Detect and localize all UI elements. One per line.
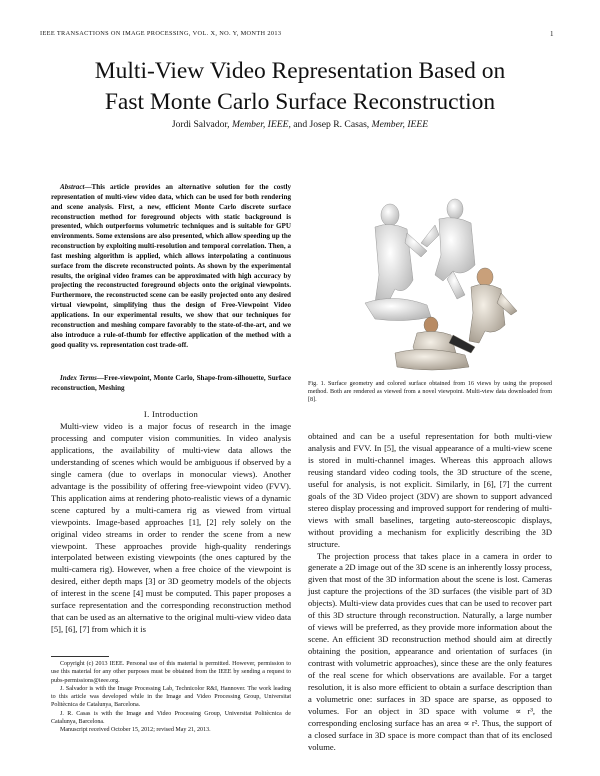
intro-paragraph-1: Multi-view video is a major focus of research in the image processing and computer vision communities. In video analysis applications, the availability of multi-view data allows the understanding of scenes which would be ambiguous if observed by a single camera (due to overlaps in monocular views). Another advantage is the possibility of offering free-viewpoint video (FVV). This application aims at rendering photo-realistic views of a dynamic scene captured by a multi-camera rig as viewed from virtual viewpoints. Image-based approaches [1], [2] rely solely on the original video streams in order to render the scene from a new viewpoint. These approaches provide high-quality renderings interpolated between existing viewpoints (the ones captured by the multi-camera rig). However, when a free choice of the viewpoint is desired, either depth maps [3] or 3D geometry models of the objects of interest in the scene [4] must be computed. This paper proposes a surface representation and the corresponding reconstruction method that can be used as an alternative to the original multi-view video data [5], [6], [7] from which it is — [51, 421, 291, 635]
paper-title — [40, 56, 560, 118]
intro-left-column — [51, 421, 291, 636]
title-line-1: Multi-View Video Representation Based on — [94, 58, 506, 84]
footnote-author-1: J. Salvador is with the Image Processing Lab, Technicolor R&I, Hannover. The work leading to this article was developed while in the Image and Video Processing Group, Universitat Politècnica de Catalunya, Barcelona. — [51, 685, 291, 709]
index-terms-lead: Index Terms — [60, 374, 97, 382]
footnote-copyright: Copyright (c) 2013 IEEE. Personal use of this material is permitted. However, permission to use this material for any other purposes must be obtained from the IEEE by sending a request to pubs-permissions@ieee.org. — [51, 661, 291, 684]
section-heading: I. Introduction — [143, 409, 199, 419]
figure-1-caption: Fig. 1. Surface geometry and colored surface obtained from 16 views by using the proposed method. Both are rendered as viewed from a novel viewpoint. Multi-view data downloaded from [8]. — [308, 381, 552, 404]
footnotes — [51, 660, 291, 734]
intro-paragraph-3: The projection process that takes place in a camera in order to generate a 2D image out of the 3D scene is an inherently lossy process, given that most of the 3D information about the scene is lost. Cameras just capture the projections of the 3D surfaces (the visible part of 3D objects). Multi-view data provides cues that can be used to recover part of this 3D structure through reconstruction. Naturally, a large number of views will be preferred, as they provide more information about the scene. An efficient 3D reconstruction method should aim at directly obtaining the position, appearance and orientation of surfaces (in contrast with volumetric approaches), since these are the only features of the real scene for which observations are available. For a target resolution, it is also more efficient to obtain a surface description than a volumetric one: surfaces in 3D space are sparse, as opposed to volumes. For an object in 3D space with volume ∝ r³, the corresponding enclosing surface has an area ∝ r². Thus, the support of a closed surface in 3D space is more compact than that of its enclosed volume. — [308, 550, 552, 752]
abstract-text: —This article provides an alternative solution for the costly representation of multi-view video data, which can be used for both rendering and scene analysis. First, a new, efficient Monte Carlo discrete surface reconstruction method for foreground objects with static background is presented, which outperforms volumetric techniques and is suitable for GPU environments. Some extensions are also presented, which allow speeding up the reconstruction by exploiting multi-resolution and temporal correlation. Then, a fast meshing algorithm is applied, which allows interpolating a continuous surface from the discrete reconstructed points. As shown by the experimental results, the original video frames can be approximated with high accuracy by projecting the reconstructed foreground objects onto the original viewpoints. Furthermore, the reconstructed scene can be easily projected onto any desired virtual viewpoint, simplifying thus the design of Free-Viewpoint Video applications. In our experimental results, we show that our techniques for reconstruction and meshing compare favorably to the state-of-the-art, and we also introduce a rule-of-thumb for effective application of the method with a good quality vs. representation cost trade-off. — [51, 183, 291, 349]
running-header: IEEE TRANSACTIONS ON IMAGE PROCESSING, VOL. X, NO. Y, MONTH 2013 — [40, 30, 282, 37]
author-2-name: and Josep R. Casas, — [293, 119, 370, 130]
footnote-rule — [51, 656, 109, 657]
abstract-lead: Abstract — [60, 183, 85, 191]
geometry-figures — [365, 199, 475, 321]
figure-1-image — [335, 185, 535, 375]
intro-paragraph-2: obtained and can be a useful representation for both multi-view analysis and FVV. In [5], the visual appearance of a multi-view scene is stored in multi-channel images. Whereas this approach allows reusing standard video coding tools, the 3D structure of the scene, useful for analysis, is not explicit. Similarly, in [6], [7] the current goals of the 3D Video project (3DV) are shown to support advanced stereo display processing and improved support for rendering of multi-views with small baselines, targeting auto-stereoscopic displays, without providing a mechanism for explicitly describing the 3D structure. — [308, 431, 552, 549]
index-terms — [51, 374, 291, 394]
author-1-name: Jordi Salvador, — [171, 119, 230, 130]
author-2-role: Member, IEEE — [371, 119, 429, 130]
intro-right-column — [308, 431, 552, 754]
abstract — [51, 183, 291, 350]
author-1-role: Member, IEEE, — [231, 119, 291, 130]
page-number: 1 — [550, 30, 554, 38]
title-line-2: Fast Monte Carlo Surface Reconstruction — [104, 89, 496, 115]
footnote-author-2: J. R. Casas is with the Image and Video Processing Group, Universitat Politècnica de Catalunya, Barcelona. — [51, 710, 291, 725]
footnote-manuscript: Manuscript received October 15, 2012; revised May 21, 2013. — [60, 727, 211, 733]
index-terms-text: —Free-viewpoint, Monte Carlo, Shape-from-silhouette, Surface reconstruction, Meshing — [51, 374, 291, 392]
author-line — [40, 119, 560, 130]
